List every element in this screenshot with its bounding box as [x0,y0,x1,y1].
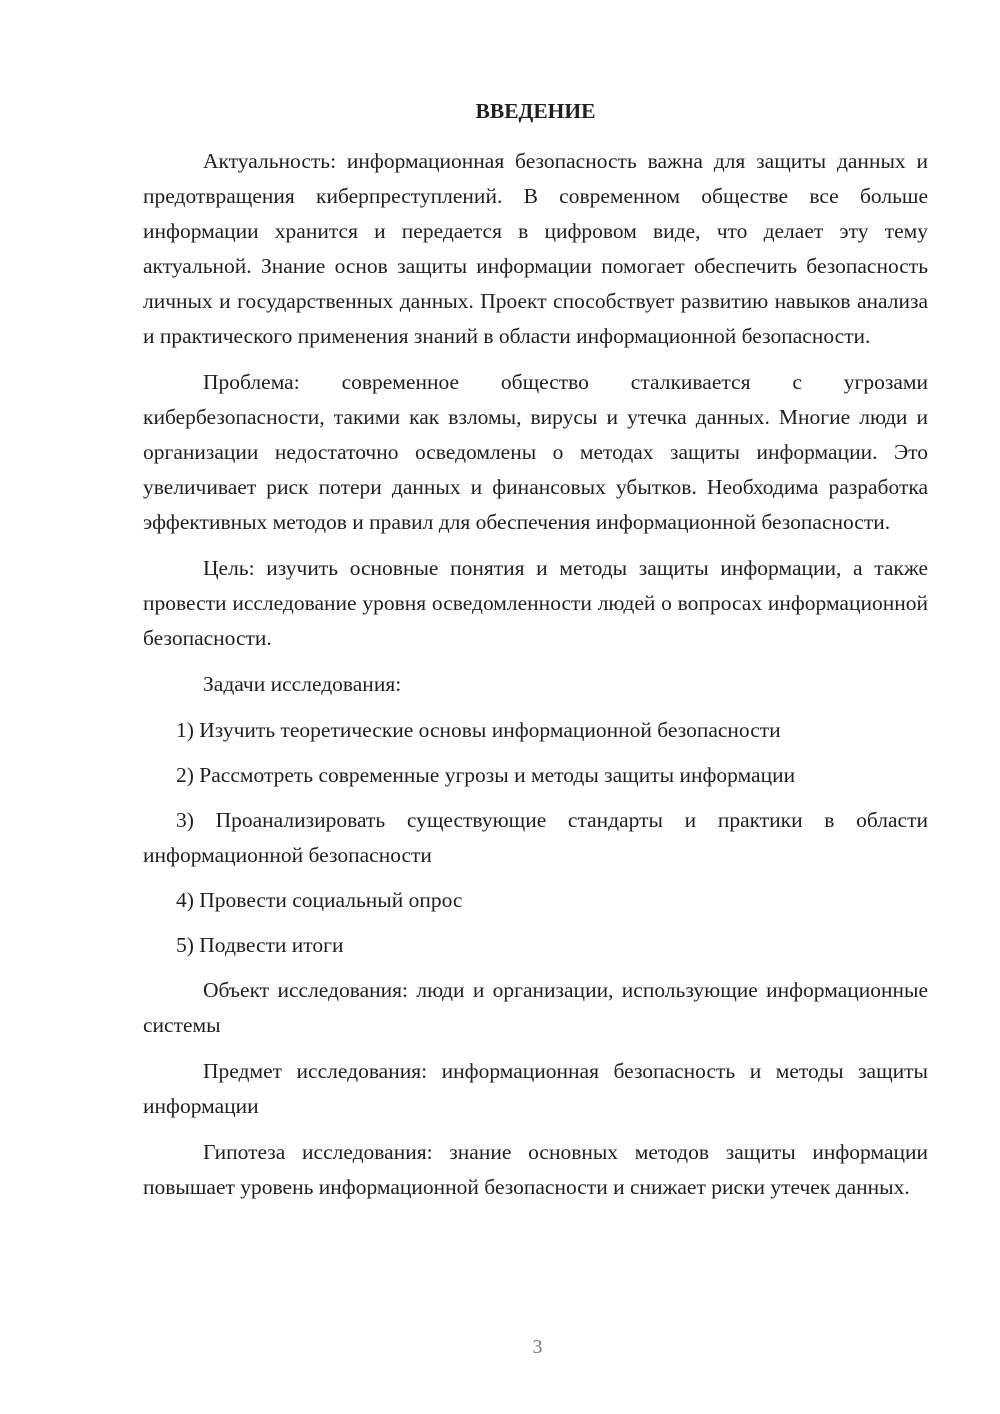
page-number: 3 [532,1336,543,1358]
paragraph-object: Объект исследования: люди и организации, использующие информационные системы [143,978,928,1037]
task-item-5: 5) Подвести итоги [176,933,344,957]
section-heading: ВВЕДЕНИЕ [475,99,596,123]
task-item-2: 2) Рассмотреть современные угрозы и методы защиты информации [176,763,796,787]
paragraph-hypothesis: Гипотеза исследования: знание основных методов защиты информации повышает уровень информационной безопасности и снижает риски утечек данных. [143,1140,928,1199]
task-item-1: 1) Изучить теоретические основы информационной безопасности [176,718,781,742]
paragraph-problem: Проблема: современное общество сталкивается с угрозами кибербезопасности, такими как взломы, вирусы и утечка данных. Многие люди и организации недостаточно осведомлены о методах защиты информации. Это увеличивает риск потери данных и финансовых убытков. Необходима разработка эффективных методов и правил для обеспечения информационной безопасности. [143,370,928,534]
tasks-title: Задачи исследования: [203,672,402,696]
paragraph-goal: Цель: изучить основные понятия и методы защиты информации, а также провести исследование уровня осведомленности людей о вопросах информационной безопасности. [143,556,928,650]
paragraph-subject: Предмет исследования: информационная безопасность и методы защиты информации [143,1059,928,1118]
paragraph-relevance: Актуальность: информационная безопасность важна для защиты данных и предотвращения киберпреступлений. В современном обществе все больше информации хранится и передается в цифровом виде, что делает эту тему актуальной. Знание основ защиты информации помогает обеспечить безопасность личных и государственных данных. Проект способствует развитию навыков анализа и практического применения знаний в области информационной безопасности. [143,149,928,348]
task-item-4: 4) Провести социальный опрос [176,888,463,912]
task-item-3: 3) Проанализировать существующие стандарты и практики в области информационной безопасности [143,808,928,867]
page-content [143,95,928,1216]
